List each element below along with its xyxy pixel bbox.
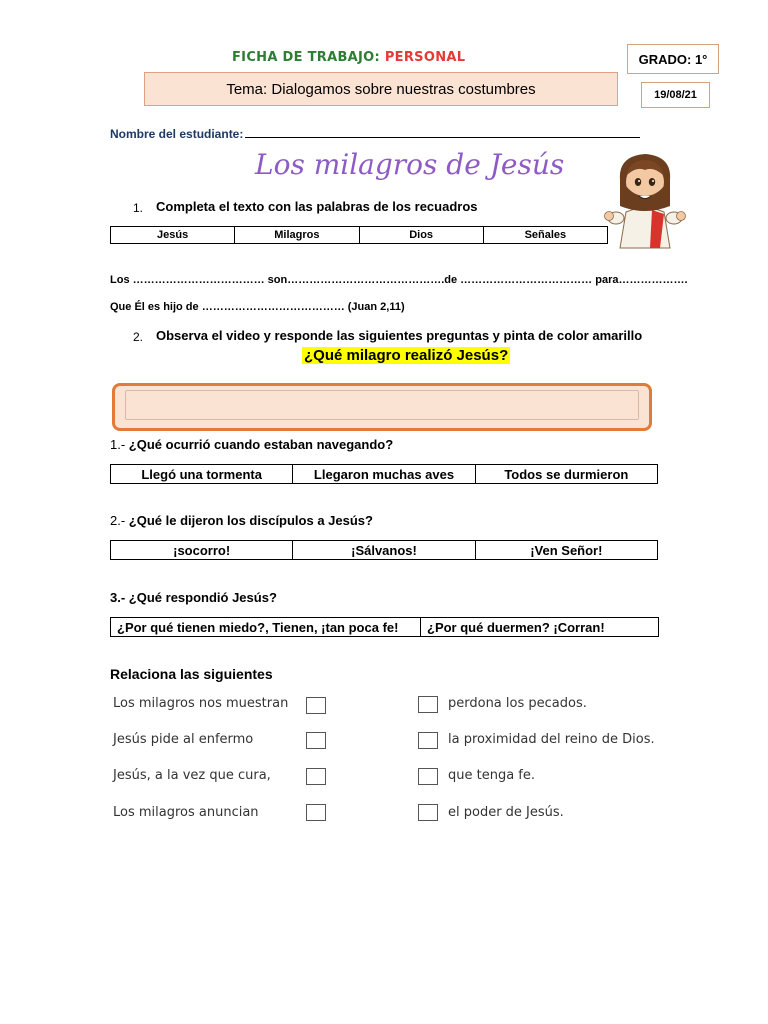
word-bank-item: Señales bbox=[483, 227, 607, 244]
option-cell[interactable]: Todos se durmieron bbox=[475, 465, 657, 484]
fill-in-line-1[interactable]: Los ……………………………… son…………………………………….de ……………………………… para………………. bbox=[110, 274, 688, 286]
word-bank-item: Dios bbox=[359, 227, 483, 244]
right-checkbox[interactable] bbox=[418, 804, 438, 821]
fill-in-line-2[interactable]: Que Él es hijo de ………………………………… (Juan 2,11) bbox=[110, 301, 405, 313]
mc3-number: 3.- bbox=[110, 590, 126, 605]
grade-box: GRADO: 1° bbox=[627, 44, 719, 74]
relate-left-item: Jesús pide al enfermo bbox=[113, 732, 254, 747]
mc1-text: ¿Qué ocurrió cuando estaban navegando? bbox=[128, 437, 394, 452]
word-bank-item: Milagros bbox=[235, 227, 359, 244]
mc3-options bbox=[110, 617, 659, 637]
option-cell[interactable]: ¿Por qué duermen? ¡Corran! bbox=[421, 618, 659, 637]
option-cell[interactable]: ¡Ven Señor! bbox=[475, 541, 657, 560]
ficha-value: PERSONAL bbox=[384, 50, 466, 65]
relate-right-item: perdona los pecados. bbox=[448, 696, 587, 711]
mc3-text: ¿Qué respondió Jesús? bbox=[128, 590, 277, 605]
student-name-label: Nombre del estudiante: bbox=[110, 127, 244, 141]
mc1-question bbox=[110, 437, 393, 452]
relate-left-item: Jesús, a la vez que cura, bbox=[113, 768, 271, 783]
relate-left-item: Los milagros anuncian bbox=[113, 805, 259, 820]
right-checkbox[interactable] bbox=[418, 696, 438, 713]
option-cell[interactable]: ¡Sálvanos! bbox=[293, 541, 475, 560]
student-name-line[interactable] bbox=[245, 126, 640, 138]
q2-text: Observa el video y responde las siguientes preguntas y pinta de color amarillo bbox=[156, 328, 643, 343]
relate-right-item: el poder de Jesús. bbox=[448, 805, 564, 820]
highlight-question: ¿Qué milagro realizó Jesús? bbox=[304, 347, 509, 364]
page-title: Los milagros de Jesús bbox=[255, 148, 565, 181]
mc1-options bbox=[110, 464, 658, 484]
left-checkbox[interactable] bbox=[306, 804, 326, 821]
option-cell[interactable]: Llegaron muchas aves bbox=[293, 465, 475, 484]
relate-left-item: Los milagros nos muestran bbox=[113, 696, 289, 711]
jesus-illustration bbox=[604, 150, 686, 250]
q2-number: 2. bbox=[133, 330, 144, 344]
left-checkbox[interactable] bbox=[306, 732, 326, 749]
right-checkbox[interactable] bbox=[418, 768, 438, 785]
relate-right-item: la proximidad del reino de Dios. bbox=[448, 732, 655, 747]
option-cell[interactable]: ¿Por qué tienen miedo?, Tienen, ¡tan poca fe! bbox=[111, 618, 421, 637]
topic-box: Tema: Dialogamos sobre nuestras costumbres bbox=[144, 72, 618, 106]
right-checkbox[interactable] bbox=[418, 732, 438, 749]
mc3-question bbox=[110, 590, 277, 605]
left-checkbox[interactable] bbox=[306, 768, 326, 785]
q1-number: 1. bbox=[133, 201, 144, 215]
answer-box-inner[interactable] bbox=[125, 390, 639, 420]
word-bank-item: Jesús bbox=[111, 227, 235, 244]
mc2-text: ¿Qué le dijeron los discípulos a Jesús? bbox=[128, 513, 373, 528]
option-cell[interactable]: Llegó una tormenta bbox=[111, 465, 293, 484]
relate-title: Relaciona las siguientes bbox=[110, 666, 273, 682]
word-bank bbox=[110, 226, 608, 244]
mc1-number: 1.- bbox=[110, 437, 126, 452]
worksheet-header bbox=[232, 50, 465, 65]
answer-box[interactable] bbox=[112, 383, 652, 431]
option-cell[interactable]: ¡socorro! bbox=[111, 541, 293, 560]
relate-right-item: que tenga fe. bbox=[448, 768, 536, 783]
mc2-options bbox=[110, 540, 658, 560]
ficha-label: FICHA DE TRABAJO: bbox=[232, 50, 381, 65]
left-checkbox[interactable] bbox=[306, 697, 326, 714]
mc2-question bbox=[110, 513, 373, 528]
student-name-field[interactable] bbox=[110, 126, 640, 141]
mc2-number: 2.- bbox=[110, 513, 126, 528]
date-box: 19/08/21 bbox=[641, 82, 710, 108]
q1-text: Completa el texto con las palabras de los recuadros bbox=[156, 199, 478, 214]
